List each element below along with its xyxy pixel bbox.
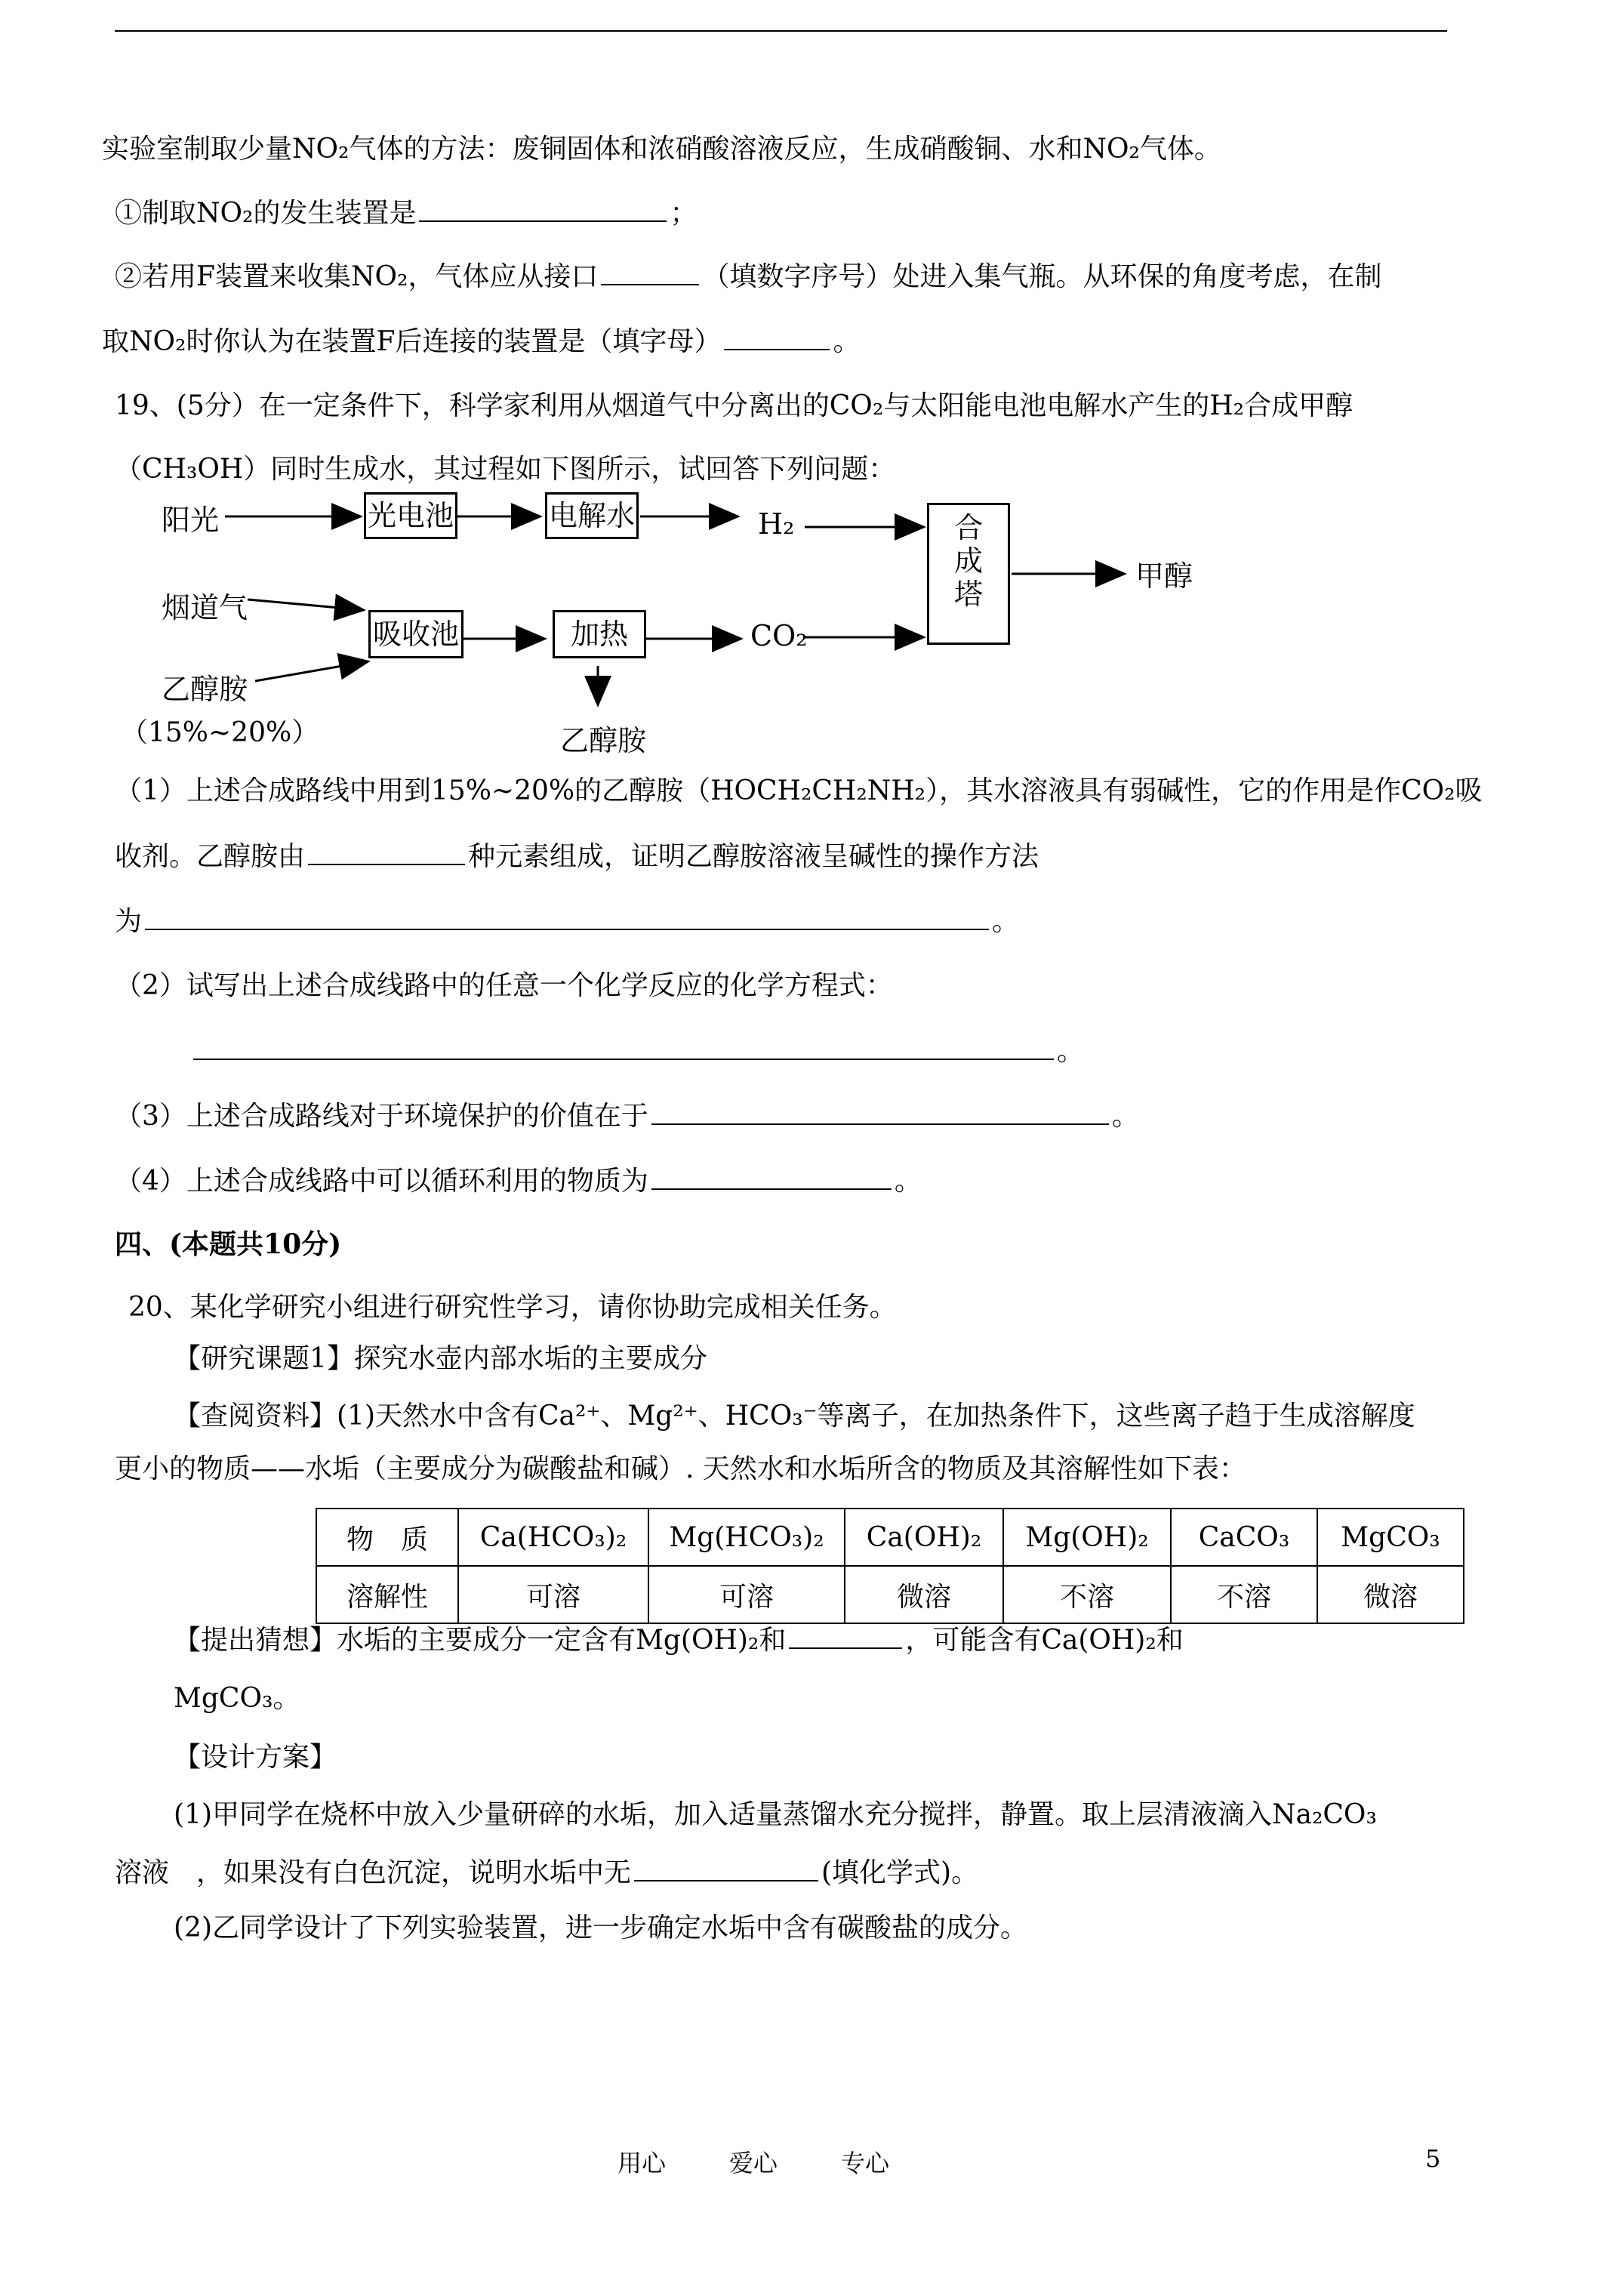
- table-cell: 溶解性: [316, 1566, 458, 1623]
- q19-line-2: （CH₃OH）同时生成水，其过程如下图所示，试回答下列问题：: [115, 454, 896, 485]
- flow-box-synthesis-tower: 合成塔: [927, 503, 1010, 645]
- flow-label-methanol: 甲醇: [1135, 559, 1193, 593]
- q19-part-1-text-c: 为: [115, 906, 143, 937]
- flow-label-ethanolamine-in: 乙醇胺: [162, 673, 248, 706]
- q20-reference-b: 更小的物质——水垢（主要成分为碳酸盐和碱）. 天然水和水垢所含的物质及其溶解性如下表：: [115, 1453, 1246, 1484]
- q19-part-1-line-b: [115, 838, 1039, 875]
- q19-part-4-text: （4）上述合成线路中可以循环利用的物质为: [115, 1166, 648, 1197]
- footer-motto-2: 爱心: [729, 2149, 778, 2177]
- question-2-text-c: 取NO₂时你认为在装置F后连接的装置是（填字母）: [102, 326, 722, 357]
- table-row: [316, 1566, 1464, 1623]
- q19-part-3-end: 。: [1111, 1101, 1139, 1132]
- answer-blank-env-value[interactable]: [651, 1098, 1109, 1125]
- table-cell: 微溶: [845, 1566, 1003, 1623]
- table-cell: 不溶: [1171, 1566, 1317, 1623]
- arrow-ethanolamine-to-absorb: [255, 661, 368, 681]
- question-1-end: ；: [670, 198, 698, 229]
- question-2-text-a: ②若用F装置来收集NO₂，气体应从接口: [115, 261, 599, 292]
- flow-label-ethanolamine-pct: （15%~20%）: [121, 717, 319, 748]
- flow-label-ethanolamine-out: 乙醇胺: [560, 724, 647, 757]
- table-header-cell: Ca(HCO₃)₂: [458, 1509, 648, 1566]
- q19-part-4-end: 。: [894, 1166, 922, 1197]
- q19-part-3: [115, 1098, 1139, 1135]
- answer-blank-method[interactable]: [145, 903, 989, 930]
- table-cell: 可溶: [458, 1566, 648, 1623]
- table-cell: 不溶: [1003, 1566, 1171, 1623]
- q20-guess-text-b: ，可能含有Ca(OH)₂和: [905, 1625, 1184, 1656]
- table-header-cell: 物 质: [316, 1509, 458, 1566]
- flow-box-absorb-pool: 吸收池: [368, 610, 463, 658]
- q19-part-3-text: （3）上述合成路线对于环境保护的价值在于: [115, 1101, 648, 1132]
- answer-blank-recycle[interactable]: [651, 1163, 892, 1190]
- answer-blank-element-count[interactable]: [308, 838, 465, 865]
- q19-part-1-text-b2: 种元素组成，证明乙醇胺溶液呈碱性的操作方法: [468, 841, 1039, 872]
- q19-part-4: [115, 1163, 922, 1200]
- flow-label-h2: H₂: [758, 507, 795, 541]
- flow-label-flue-gas: 烟道气: [162, 591, 248, 624]
- question-2-text-b: （填数字序号）处进入集气瓶。从环保的角度考虑，在制: [702, 261, 1382, 292]
- question-2-end: 。: [833, 326, 861, 357]
- flow-box-electrolysis: 电解水: [545, 492, 639, 539]
- table-header-cell: MgCO₃: [1317, 1509, 1464, 1566]
- q20-design-1-text: 溶液 ，如果没有白色沉淀，说明水垢中无: [115, 1857, 632, 1888]
- flow-box-pv-cell: 光电池: [364, 492, 457, 539]
- table-header-cell: CaCO₃: [1171, 1509, 1317, 1566]
- table-header-cell: Mg(HCO₃)₂: [648, 1509, 845, 1566]
- q19-part-1-line-a: （1）上述合成路线中用到15%~20%的乙醇胺（HOCH₂CH₂NH₂），其水溶液具有弱碱性，它的作用是作CO₂吸: [115, 775, 1483, 806]
- flow-label-co2: CO₂: [750, 619, 808, 652]
- q20-guess: [174, 1622, 1184, 1659]
- footer-motto-1: 用心: [617, 2149, 667, 2177]
- table-cell: 可溶: [648, 1566, 845, 1623]
- q19-line-1: 19、(5分）在一定条件下，科学家利用从烟道气中分离出的CO₂与太阳能电池电解水产生的H₂合成甲醇: [115, 390, 1354, 421]
- flow-box-heating: 加热: [553, 610, 646, 658]
- answer-blank-scale-component[interactable]: [789, 1622, 902, 1649]
- q20-intro: 20、某化学研究小组进行研究性学习，请你协助完成相关任务。: [128, 1292, 897, 1323]
- q20-design-2: (2)乙同学设计了下列实验装置，进一步确定水垢中含有碳酸盐的成分。: [174, 1912, 1027, 1943]
- q20-design-1-a: (1)甲同学在烧杯中放入少量研碎的水垢，加入适量蒸馏水充分搅拌，静置。取上层清液滴入Na₂CO₃: [174, 1799, 1377, 1830]
- q20-guess-text-a: 【提出猜想】水垢的主要成分一定含有Mg(OH)₂和: [174, 1625, 787, 1656]
- footer-motto-3: 专心: [841, 2149, 890, 2177]
- intro-line-1: 实验室制取少量NO₂气体的方法：废铜固体和浓硝酸溶液反应，生成硝酸铜、水和NO₂气体。: [102, 134, 1221, 165]
- table-cell: 微溶: [1317, 1566, 1464, 1623]
- section-heading: 四、(本题共10分): [115, 1228, 342, 1260]
- q20-guess-cont: MgCO₃。: [174, 1683, 300, 1714]
- q20-design-1-b: [115, 1854, 978, 1891]
- q19-part-1-line-c: [115, 903, 1019, 940]
- arrow-flue-gas-to-absorb: [248, 599, 364, 610]
- q19-part-2: （2）试写出上述合成线路中的任意一个化学反应的化学方程式：: [115, 970, 893, 1001]
- answer-blank-formula[interactable]: [634, 1854, 818, 1881]
- q19-part-2-end: 。: [1057, 1036, 1085, 1067]
- q20-reference-a: 【查阅资料】(1)天然水中含有Ca²⁺、Mg²⁺、HCO₃⁻等离子，在加热条件下，这些离子趋于生成溶解度: [174, 1401, 1415, 1432]
- q19-part-1-text-b1: 收剂。乙醇胺由: [115, 841, 306, 872]
- q20-topic: 【研究课题1】探究水壶内部水垢的主要成分: [174, 1343, 707, 1374]
- flow-label-sunlight: 阳光: [162, 504, 220, 537]
- page-number: 5: [1425, 2144, 1441, 2173]
- table-header-row: [316, 1509, 1464, 1566]
- q20-design-1-end: (填化学式)。: [821, 1857, 979, 1888]
- q19-part-1-end: 。: [992, 906, 1020, 937]
- q19-part-2-answer: [190, 1033, 1084, 1070]
- question-1-text: ①制取NO₂的发生装置是: [115, 198, 417, 229]
- solubility-table: [316, 1508, 1464, 1624]
- q20-design-heading: 【设计方案】: [174, 1742, 337, 1773]
- table-header-cell: Mg(OH)₂: [1003, 1509, 1171, 1566]
- answer-blank-equation[interactable]: [193, 1033, 1054, 1060]
- table-header-cell: Ca(OH)₂: [845, 1509, 1003, 1566]
